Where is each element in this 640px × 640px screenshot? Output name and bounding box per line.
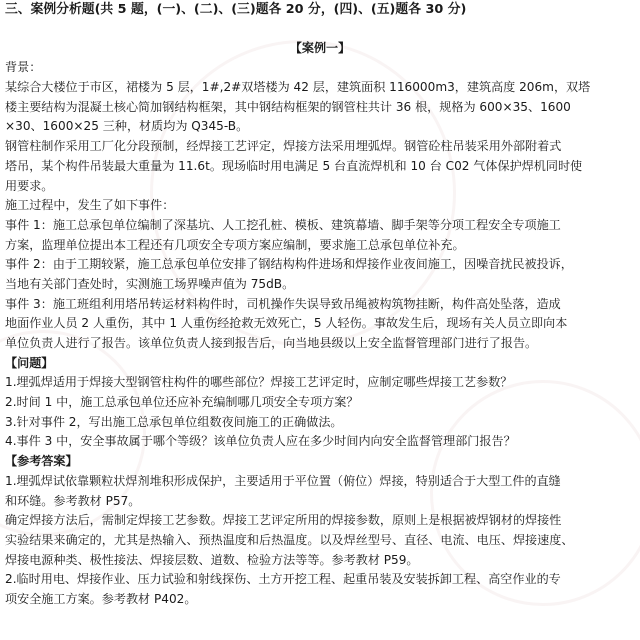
questions-label: 【问题】 bbox=[5, 355, 54, 370]
paragraph-line: 事件 2：由于工期较紧，施工总承包单位安排了钢结构构件进场和焊接作业夜间施工，因噪音扰民被投诉， bbox=[5, 257, 573, 272]
answers-list bbox=[5, 472, 635, 610]
paragraph-line: ×30、1600×25 三种，材质均为 Q345-B。 bbox=[5, 119, 249, 134]
answer-line: 和环缝。参考教材 P57。 bbox=[5, 493, 141, 508]
question-item: 1.埋弧焊适用于焊接大型钢管柱构件的哪些部位？焊接工艺评定时，应制定哪些焊接工艺参数？ bbox=[5, 375, 513, 390]
answer-line: 焊接电源种类、极性接法、焊接层数、道数、检验方法等等。参考教材 P59。 bbox=[5, 552, 419, 567]
question-item: 3.针对事件 2，写出施工总承包单位组数夜间施工的正确做法。 bbox=[5, 414, 343, 429]
paragraph-line: 楼主要结构为混凝土核心简加钢结构框架，其中钢结构框架的钢管柱共计 36 根，规格为 600×35、1600 bbox=[5, 99, 571, 114]
background-label: 背景： bbox=[5, 60, 42, 75]
paragraph-line: 钢管柱制作采用工厂化分段预制，经焊接工艺评定，焊接方法采用埋弧焊。钢管砼柱吊装采用外部附着式 bbox=[5, 139, 562, 154]
question-item: 2.时间 1 中，施工总承包单位还应补充编制哪几项安全专项方案？ bbox=[5, 395, 359, 410]
answer-line: 1.埋弧焊试依靠颗粒状焊剂堆积形成保护，主要适用于平位置（俯位）焊接，特别适合于大型工件的直缝 bbox=[5, 473, 561, 488]
question-item: 4.事件 3 中，安全事故属于哪个等级？该单位负责人应在多少时间内向安全监督管理部门报告？ bbox=[5, 434, 516, 449]
answers-label: 【参考答案】 bbox=[5, 454, 78, 469]
answer-line: 实验结果来确定的，尤其是热输入、预热温度和后热温度。以及焊丝型号、直径、电流、电压、焊接速度、 bbox=[5, 532, 574, 547]
paragraph-line: 用要求。 bbox=[5, 178, 54, 193]
paragraph-line: 方案，监理单位提出本工程还有几项安全专项方案应编制，要求施工总承包单位补充。 bbox=[5, 237, 465, 252]
paragraph-line: 事件 3：施工班组利用塔吊转运材料构件时，司机操作失误导致吊绳被构筑物挂断，构件高处坠落，造成 bbox=[5, 296, 561, 311]
document-body bbox=[5, 0, 635, 610]
paragraph-line: 事件 1：施工总承包单位编制了深基坑、人工挖孔桩、模板、建筑幕墙、脚手架等分项工程安全专项施工 bbox=[5, 217, 561, 232]
paragraph-line: 塔吊，某个构件吊装最大重量为 11.6t。现场临时用电满足 5 台直流焊机和 10 台 C02 气体保护焊机同时使 bbox=[5, 158, 583, 173]
answer-line: 2.临时用电、焊接作业、压力试验和射线探伤、土方开挖工程、起重吊装及安装拆卸工程、高空作业的专 bbox=[5, 572, 561, 587]
case-title: 【案例一】 bbox=[289, 40, 351, 55]
questions-list bbox=[5, 373, 635, 452]
paragraph-line: 地面作业人员 2 人重伤，其中 1 人重伤经抢救无效死亡，5 人轻伤。事故发生后，现场有关人员立即向本 bbox=[5, 316, 568, 331]
paragraph-line: 某综合大楼位于市区，裙楼为 5 层，1#,2#双塔楼为 42 层，建筑面积 116000m3，建筑高度 206m，双塔 bbox=[5, 80, 591, 95]
section-heading: 三、案例分析题(共 5 题，(一)、(二)、(三)题各 20 分，(四)、(五)题各 30 分) bbox=[5, 2, 467, 17]
answer-line: 确定焊接方法后，需制定焊接工艺参数。焊接工艺评定所用的焊接参数，原则上是根据被焊钢材的焊接性 bbox=[5, 513, 562, 528]
paragraph-line: 施工过程中，发生了如下事件： bbox=[5, 198, 175, 213]
case-background bbox=[5, 78, 635, 354]
paragraph-line: 单位负责人进行了报告。该单位负责人接到报告后，向当地县级以上安全监督管理部门进行了报告。 bbox=[5, 336, 538, 350]
paragraph-line: 当地有关部门查处时，实测施工场界噪声值为 75dB。 bbox=[5, 276, 295, 291]
answer-line: 项安全施工方案。参考教材 P402。 bbox=[5, 591, 197, 606]
